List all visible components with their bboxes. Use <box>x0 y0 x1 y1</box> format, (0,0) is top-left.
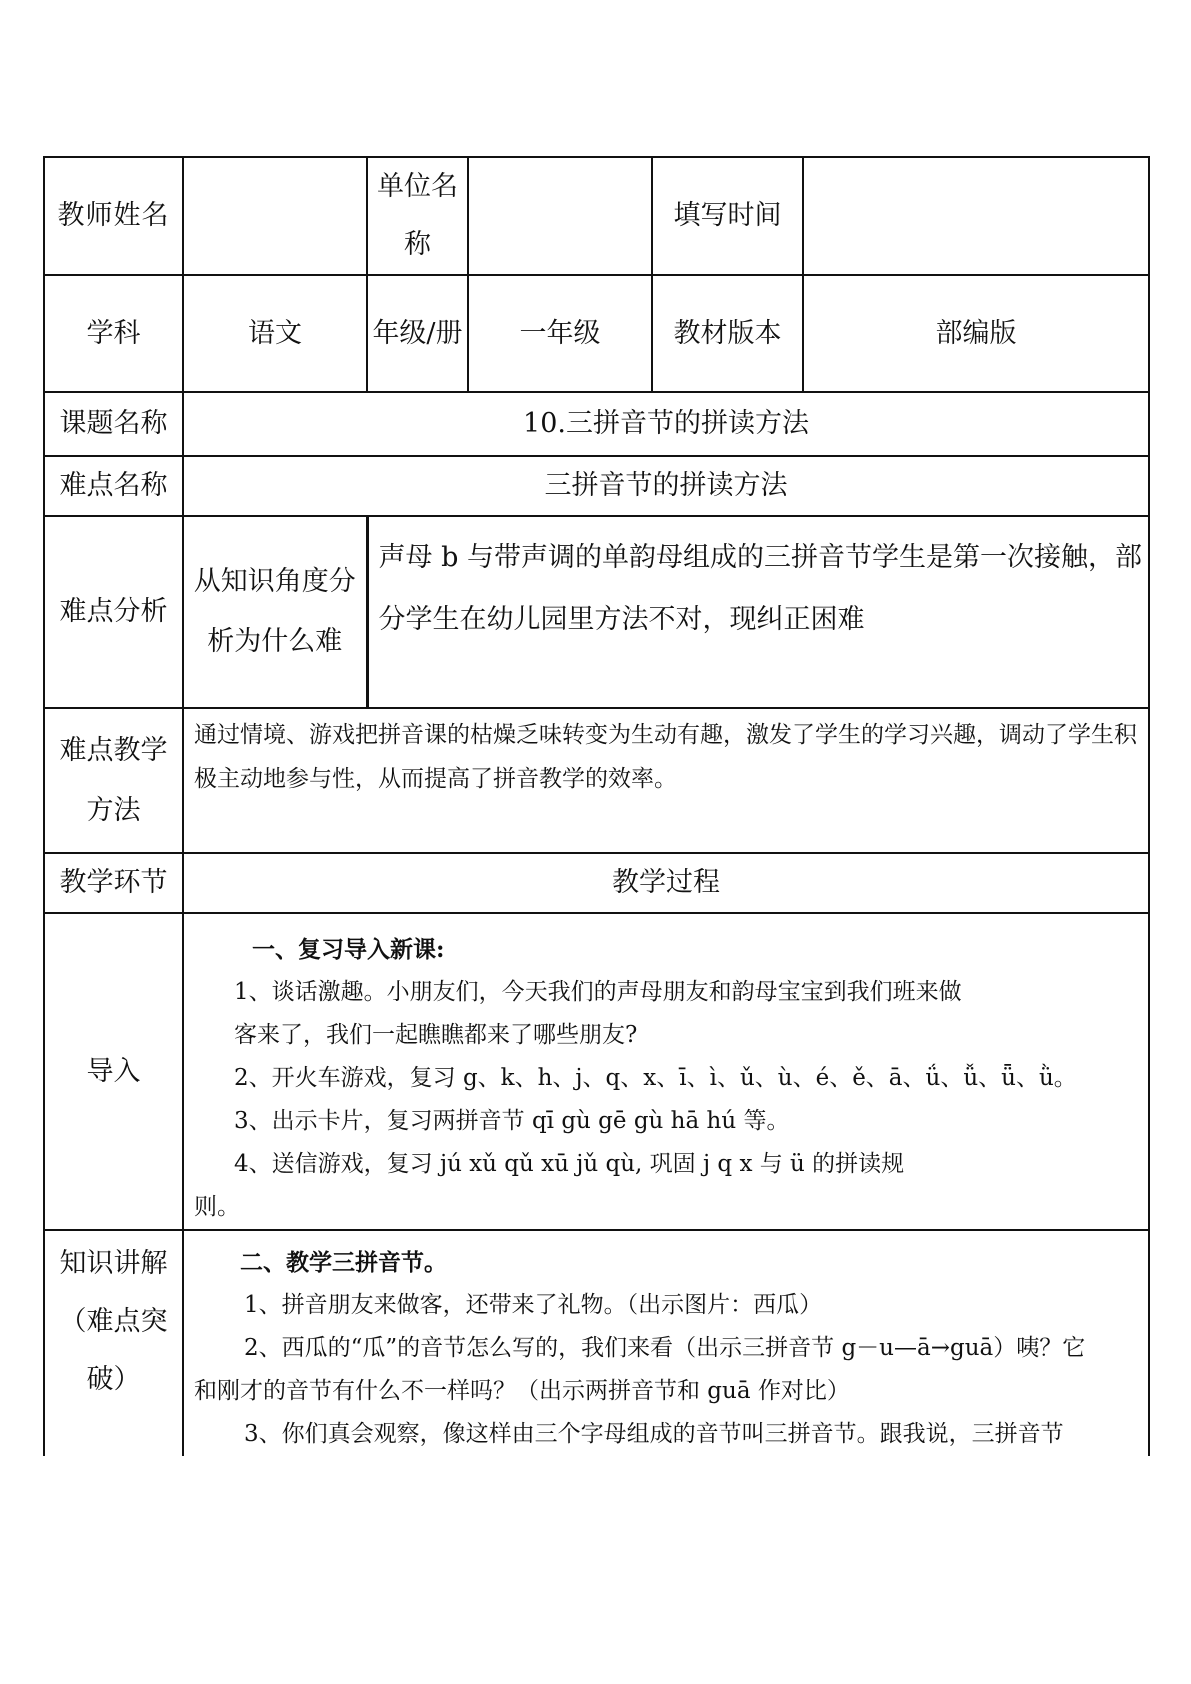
process-header-row <box>44 853 1149 913</box>
fill-date-label: 填写时间 <box>652 157 803 275</box>
knowledge-label: 知识讲解（难点突破） <box>44 1230 183 1456</box>
unit-name-label: 单位名称 <box>367 157 468 275</box>
intro-label: 导入 <box>44 913 183 1230</box>
method-row <box>44 708 1149 853</box>
method-text: 通过情境、游戏把拼音课的枯燥乏味转变为生动有趣，激发了学生的学习兴趣，调动了学生积极主动地参与性，从而提高了拼音教学的效率。 <box>183 708 1149 853</box>
knowledge-line: 2、西瓜的“瓜”的音节怎么写的，我们来看（出示三拼音节 g－u—ā→guā）咦？它 <box>244 1335 1086 1361</box>
unit-name-value <box>468 157 652 275</box>
knowledge-line: 3、你们真会观察，像这样由三个字母组成的音节叫三拼音节。跟我说，三拼音节 <box>244 1421 1064 1447</box>
teacher-name-label: 教师姓名 <box>44 157 183 275</box>
process-header-value: 教学过程 <box>183 853 1149 913</box>
teacher-name-value <box>183 157 367 275</box>
method-label: 难点教学方法 <box>44 708 183 853</box>
lesson-plan-table <box>43 156 1150 1456</box>
header-row-2 <box>44 275 1149 392</box>
intro-line: 则。 <box>194 1194 240 1220</box>
difficulty-value: 三拼音节的拼读方法 <box>183 456 1149 516</box>
knowledge-heading: 二、教学三拼音节。 <box>240 1249 447 1276</box>
difficulty-row <box>44 456 1149 516</box>
intro-line: 4、送信游戏，复习 jú xǔ qǔ xū jǔ qù, 巩固 j q x 与 ü 的拼读规 <box>234 1151 905 1177</box>
knowledge-line: 和刚才的音节有什么不一样吗？（出示两拼音节和 guā 作对比） <box>194 1378 850 1404</box>
topic-row <box>44 392 1149 456</box>
knowledge-row <box>44 1230 1149 1456</box>
intro-line: 1、谈话激趣。小朋友们，今天我们的声母朋友和韵母宝宝到我们班来做 <box>234 979 962 1005</box>
subject-label: 学科 <box>44 275 183 392</box>
knowledge-line: 1、拼音朋友来做客，还带来了礼物。（出示图片：西瓜） <box>244 1292 823 1318</box>
analysis-label: 难点分析 <box>44 516 183 708</box>
intro-content <box>183 913 1149 1230</box>
knowledge-content <box>183 1230 1149 1456</box>
fill-date-value <box>803 157 1149 275</box>
difficulty-label: 难点名称 <box>44 456 183 516</box>
topic-label: 课题名称 <box>44 392 183 456</box>
grade-value: 一年级 <box>468 275 652 392</box>
header-row-1 <box>44 157 1149 275</box>
edition-value: 部编版 <box>803 275 1149 392</box>
process-stage-label: 教学环节 <box>44 853 183 913</box>
analysis-row <box>44 516 1149 708</box>
intro-row <box>44 913 1149 1230</box>
edition-label: 教材版本 <box>652 275 803 392</box>
lesson-plan-table-wrapper <box>43 156 1148 1456</box>
intro-line: 客来了，我们一起瞧瞧都来了哪些朋友? <box>234 1022 638 1048</box>
intro-heading: 一、复习导入新课: <box>252 936 445 963</box>
intro-line: 3、出示卡片，复习两拼音节 qī gù gē gù hā hú 等。 <box>234 1108 790 1134</box>
analysis-text: 声母 b 与带声调的单韵母组成的三拼音节学生是第一次接触，部分学生在幼儿园里方法不对，现纠正困难 <box>367 516 1149 708</box>
topic-value: 10.三拼音节的拼读方法 <box>183 392 1149 456</box>
analysis-sub-label: 从知识角度分析为什么难 <box>183 516 367 708</box>
intro-line: 2、开火车游戏，复习 g、k、h、j、q、x、ī、ì、ǔ、ù、é、ě、ā、ǘ、ǚ、ǖ、ǜ。 <box>234 1065 1077 1091</box>
grade-label: 年级/册 <box>367 275 468 392</box>
subject-value: 语文 <box>183 275 367 392</box>
